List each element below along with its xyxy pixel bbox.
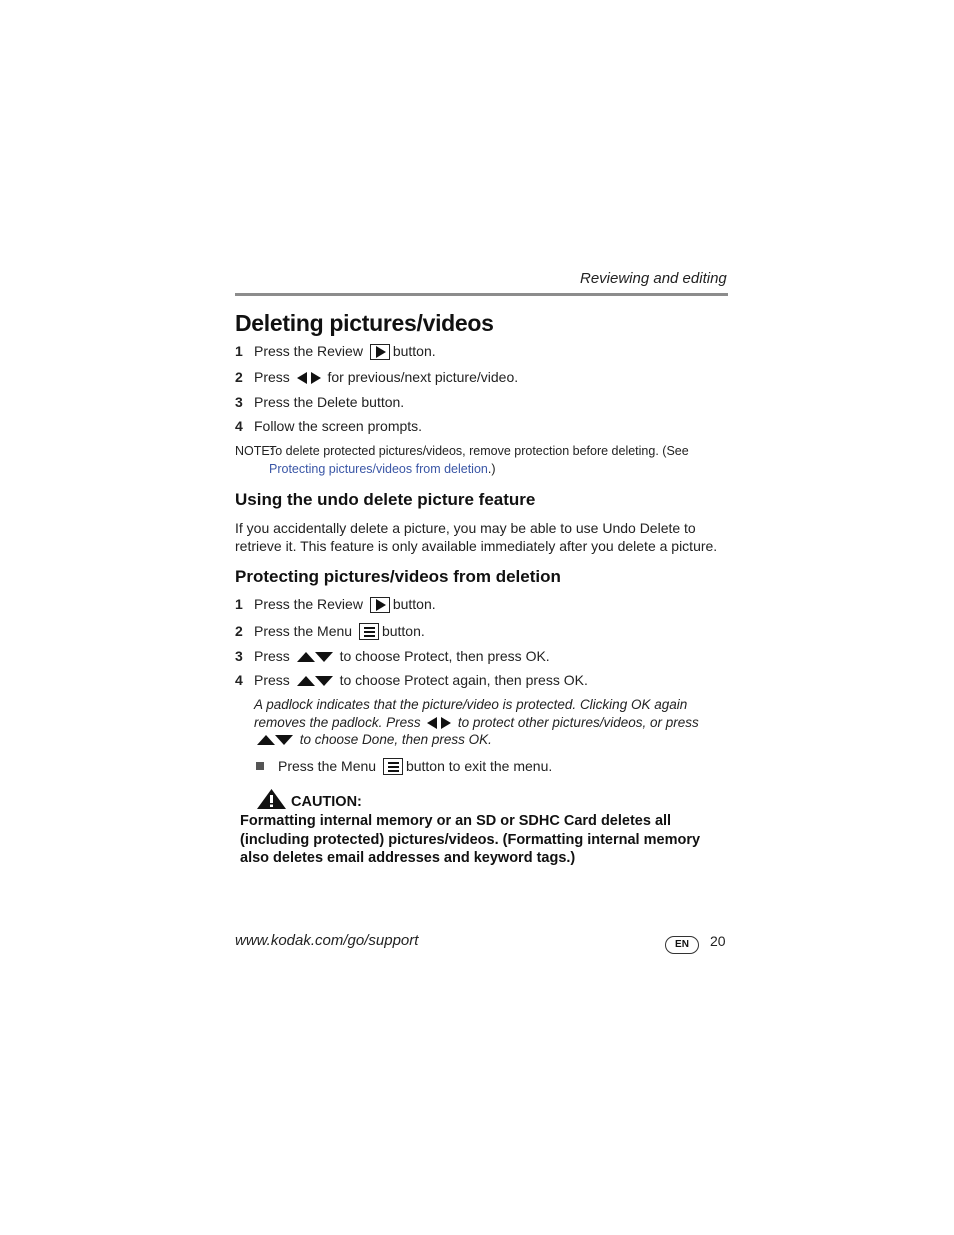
caution-heading	[256, 788, 362, 810]
step-number: 2	[235, 623, 243, 639]
protect-step-2	[235, 623, 425, 640]
step-text: Press the Review	[254, 596, 363, 612]
protect-heading: Protecting pictures/videos from deletion	[235, 567, 561, 586]
page-title: Deleting pictures/videos	[235, 310, 494, 336]
step-number: 2	[235, 369, 243, 385]
header-rule	[235, 293, 728, 296]
language-badge: EN	[665, 936, 699, 954]
step-text: to choose Protect, then press OK.	[339, 648, 550, 664]
caution-label: CAUTION:	[291, 794, 362, 810]
warning-icon	[256, 788, 287, 810]
protect-step-4	[235, 672, 588, 688]
down-arrow-icon	[275, 735, 293, 745]
italic-text-b: to protect other pictures/videos, or press	[457, 714, 699, 730]
step-number: 4	[235, 672, 243, 688]
step-text: button.	[392, 343, 436, 359]
step-text: to choose Protect again, then press OK.	[339, 672, 588, 688]
note-label: NOTE:	[235, 444, 274, 458]
down-arrow-icon	[315, 652, 333, 662]
footer-url[interactable]: www.kodak.com/go/support	[235, 932, 419, 949]
protect-step-1	[235, 596, 436, 613]
play-icon	[370, 597, 390, 613]
up-arrow-icon	[297, 652, 315, 662]
step-text: Follow the screen prompts.	[254, 418, 423, 434]
page-number: 20	[710, 933, 726, 949]
protect-step-3	[235, 648, 550, 664]
step-text: Press the Delete button.	[254, 394, 405, 410]
step-text: Press	[254, 369, 290, 385]
step-number: 3	[235, 648, 243, 664]
undo-body: If you accidentally delete a picture, you may be able to use Undo Delete to retrieve it. This feature is only available immediately after you delete a picture.	[235, 520, 718, 554]
step-number: 1	[235, 343, 243, 359]
step-text: for previous/next picture/video.	[327, 369, 519, 385]
undo-heading: Using the undo delete picture feature	[235, 490, 536, 509]
delete-step-4	[235, 418, 422, 434]
left-arrow-icon	[297, 372, 307, 384]
step-number: 1	[235, 596, 243, 612]
step-number: 4	[235, 418, 243, 434]
italic-text-c: to choose Done, then press OK.	[299, 732, 492, 747]
delete-step-3	[235, 394, 404, 410]
delete-step-1	[235, 343, 436, 360]
running-header: Reviewing and editing	[580, 270, 727, 287]
menu-icon	[383, 758, 403, 775]
up-arrow-icon	[257, 735, 275, 745]
down-arrow-icon	[315, 676, 333, 686]
up-arrow-icon	[297, 676, 315, 686]
exit-menu-bullet	[256, 758, 552, 775]
step-text: Press	[254, 672, 290, 688]
note	[235, 442, 705, 478]
play-icon	[370, 344, 390, 360]
right-arrow-icon	[441, 717, 451, 729]
right-arrow-icon	[311, 372, 321, 384]
italic-text-a: A padlock indicates that the picture/video is protected. Clicking OK again removes the padlock. Press	[254, 697, 688, 730]
bullet-icon	[256, 762, 264, 770]
note-end: .)	[487, 462, 496, 476]
bullet-text: Press the Menu	[278, 758, 377, 774]
step-text: Press the Review	[254, 343, 363, 359]
padlock-explanation	[254, 696, 724, 749]
left-arrow-icon	[427, 717, 437, 729]
delete-step-2	[235, 369, 518, 385]
bullet-text: button to exit the menu.	[405, 758, 553, 774]
caution-body: Formatting internal memory or an SD or SDHC Card deletes all (including protected) pictures/videos. (Formatting internal memory also deletes email addresses and keyword tags.)	[240, 813, 701, 866]
step-number: 3	[235, 394, 243, 410]
menu-icon	[359, 623, 379, 640]
step-text: Press the Menu	[254, 623, 353, 639]
step-text: button.	[392, 596, 436, 612]
protecting-link[interactable]: Protecting pictures/videos from deletion	[269, 462, 488, 476]
step-text: Press	[254, 648, 290, 664]
step-text: button.	[381, 623, 425, 639]
note-text: To delete protected pictures/videos, remove protection before deleting. (See	[269, 444, 689, 458]
